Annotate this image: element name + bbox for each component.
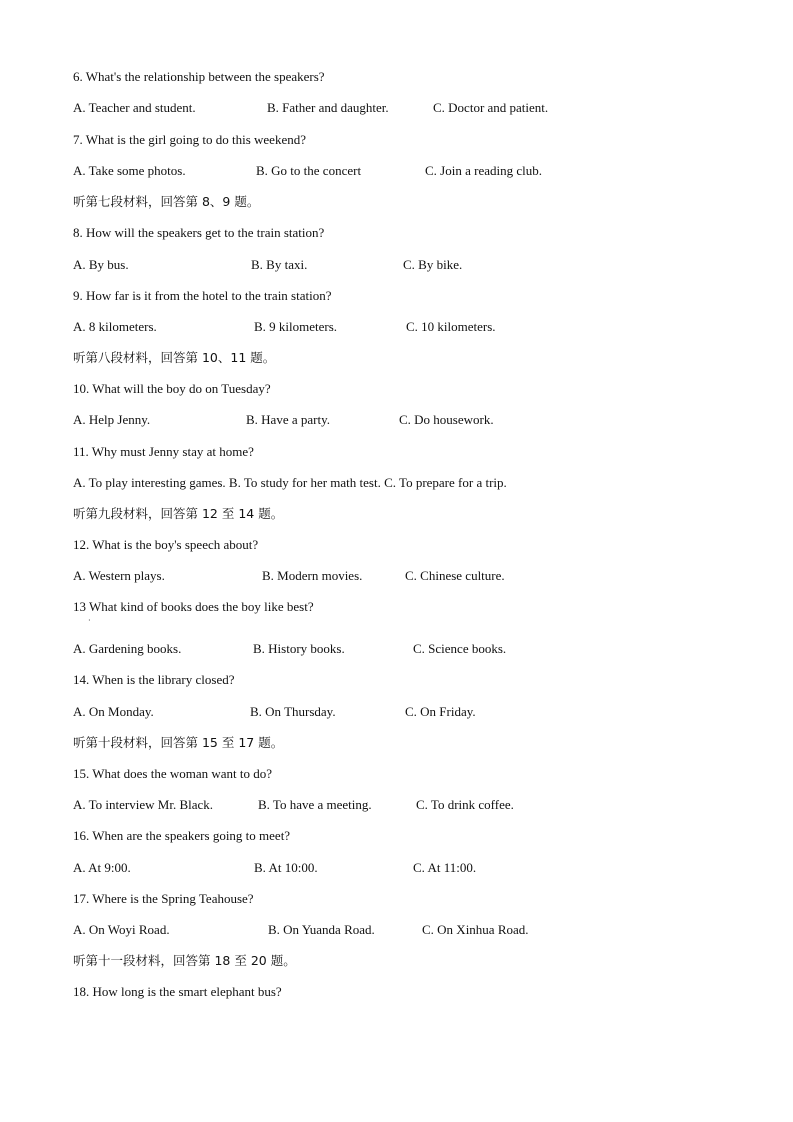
question-14: 14. When is the library closed? xyxy=(73,672,235,687)
option-b: B. At 10:00. xyxy=(254,860,318,875)
option-c: C. At 11:00. xyxy=(413,860,477,875)
option-b: B. Have a party. xyxy=(246,412,330,427)
option-c: C. Do housework. xyxy=(399,412,494,427)
option-a: A. On Monday. xyxy=(73,704,154,719)
option-a: A. Teacher and student. xyxy=(73,100,196,115)
question-10: 10. What will the boy do on Tuesday? xyxy=(73,381,271,396)
option-c: C. To drink coffee. xyxy=(416,797,514,812)
option-c: C. Doctor and patient. xyxy=(433,100,549,115)
option-a: A. Western plays. xyxy=(73,568,165,583)
option-a: A. Help Jenny. xyxy=(73,412,151,427)
option-b: B. Father and daughter. xyxy=(267,100,389,115)
question-6: 6. What's the relationship between the speakers? xyxy=(73,69,325,84)
option-c: C. Science books. xyxy=(413,641,507,656)
question-12: 12. What is the boy's speech about? xyxy=(73,537,259,552)
option-a: A. Gardening books. xyxy=(73,641,182,656)
option-b: B. Modern movies. xyxy=(262,568,363,583)
question-18: 18. How long is the smart elephant bus? xyxy=(73,984,282,999)
question-11: 11. Why must Jenny stay at home? xyxy=(73,444,254,459)
option-c: C. Join a reading club. xyxy=(425,163,542,178)
option-b: B. On Yuanda Road. xyxy=(268,922,375,937)
option-b: B. 9 kilometers. xyxy=(254,319,338,334)
section-heading-9: 听第九段材料，回答第 12 至 14 题。 xyxy=(73,506,284,521)
question-8: 8. How will the speakers get to the train station? xyxy=(73,225,325,240)
option-c: C. Chinese culture. xyxy=(405,568,505,583)
option-a: A. At 9:00. xyxy=(73,860,131,875)
option-a: A. 8 kilometers. xyxy=(73,319,157,334)
question-17: 17. Where is the Spring Teahouse? xyxy=(73,891,254,906)
question-13: 13 What kind of books does the boy like best? xyxy=(73,599,314,614)
option-b: B. Go to the concert xyxy=(256,163,362,178)
option-a: A. Take some photos. xyxy=(73,163,186,178)
section-heading-7: 听第七段材料，回答第 8、9 题。 xyxy=(73,194,260,209)
option-b: B. On Thursday. xyxy=(250,704,336,719)
option-c: C. On Xinhua Road. xyxy=(422,922,529,937)
section-heading-11: 听第十一段材料，回答第 18 至 20 题。 xyxy=(73,953,296,968)
option-c: C. On Friday. xyxy=(405,704,476,719)
option-b: B. By taxi. xyxy=(251,257,308,272)
option-a: A. To interview Mr. Black. xyxy=(73,797,214,812)
section-heading-10: 听第十段材料，回答第 15 至 17 题。 xyxy=(73,735,284,750)
option-b: B. To have a meeting. xyxy=(258,797,372,812)
question-7: 7. What is the girl going to do this weekend? xyxy=(73,132,306,147)
option-a: A. By bus. xyxy=(73,257,129,272)
option-c: C. By bike. xyxy=(403,257,463,272)
option-b: B. History books. xyxy=(253,641,345,656)
stray-dot-mark: · xyxy=(88,616,91,625)
question-9: 9. How far is it from the hotel to the train station? xyxy=(73,288,332,303)
section-heading-8: 听第八段材料，回答第 10、11 题。 xyxy=(73,350,276,365)
question-15: 15. What does the woman want to do? xyxy=(73,766,273,781)
option-a: A. On Woyi Road. xyxy=(73,922,170,937)
option-c: C. 10 kilometers. xyxy=(406,319,496,334)
question-16: 16. When are the speakers going to meet? xyxy=(73,828,291,843)
options-q11: A. To play interesting games. B. To study for her math test. C. To prepare for a trip. xyxy=(73,475,507,490)
